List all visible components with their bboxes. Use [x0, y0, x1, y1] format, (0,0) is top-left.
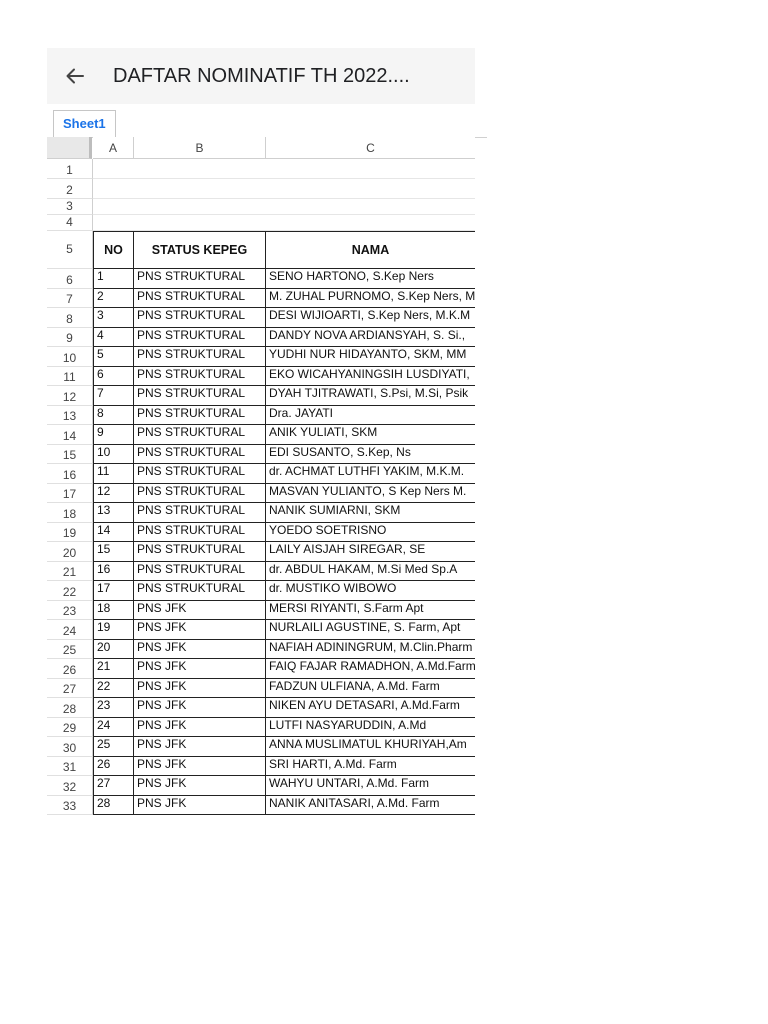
cell-status[interactable]: PNS STRUKTURAL [134, 289, 266, 309]
row-header[interactable]: 24 [47, 620, 93, 640]
row-header[interactable]: 1 [47, 159, 93, 179]
header-divider [475, 48, 487, 104]
spreadsheet-grid[interactable] [47, 137, 476, 813]
cell-no[interactable]: 8 [93, 406, 134, 426]
empty-row [93, 179, 475, 199]
cell-no[interactable]: 15 [93, 542, 134, 562]
empty-row [93, 215, 475, 231]
cell-status[interactable]: PNS JFK [134, 679, 266, 699]
row-header[interactable]: 30 [47, 737, 93, 757]
cell-nama[interactable]: DANDY NOVA ARDIANSYAH, S. Si., [266, 328, 475, 348]
cell-nama[interactable]: LUTFI NASYARUDDIN, A.Md [266, 718, 475, 738]
cell-nama[interactable]: dr. ACHMAT LUTHFI YAKIM, M.K.M. [266, 464, 475, 484]
column-header-c[interactable]: C [266, 137, 475, 159]
cell-status[interactable]: PNS STRUKTURAL [134, 464, 266, 484]
row-header[interactable]: 3 [47, 199, 93, 215]
empty-row [93, 159, 475, 179]
cell-nama[interactable]: ANIK YULIATI, SKM [266, 425, 475, 445]
cell-nama[interactable]: NIKEN AYU DETASARI, A.Md.Farm [266, 698, 475, 718]
row-header[interactable]: 4 [47, 215, 93, 231]
cell-nama[interactable]: WAHYU UNTARI, A.Md. Farm [266, 776, 475, 796]
cell-no[interactable]: 2 [93, 289, 134, 309]
cell-status[interactable]: PNS JFK [134, 776, 266, 796]
cell-no[interactable]: 5 [93, 347, 134, 367]
row-header[interactable]: 28 [47, 698, 93, 718]
cell-nama[interactable]: ANNA MUSLIMATUL KHURIYAH,Am [266, 737, 475, 757]
column-header-b[interactable]: B [134, 137, 266, 159]
cell-nama[interactable]: YUDHI NUR HIDAYANTO, SKM, MM [266, 347, 475, 367]
empty-row [93, 199, 475, 215]
row-header[interactable]: 8 [47, 308, 93, 328]
row-header[interactable]: 11 [47, 367, 93, 387]
cell-status[interactable]: PNS STRUKTURAL [134, 386, 266, 406]
row-header[interactable]: 5 [47, 231, 93, 269]
cell-status[interactable]: PNS STRUKTURAL [134, 425, 266, 445]
app-header [47, 48, 475, 104]
cell-nama[interactable]: NURLAILI AGUSTINE, S. Farm, Apt [266, 620, 475, 640]
cell-no[interactable]: 4 [93, 328, 134, 348]
cell-status[interactable]: PNS STRUKTURAL [134, 367, 266, 387]
row-header[interactable]: 16 [47, 464, 93, 484]
row-header[interactable]: 26 [47, 659, 93, 679]
row-header[interactable]: 19 [47, 523, 93, 543]
cell-status[interactable]: PNS JFK [134, 620, 266, 640]
cell-status[interactable]: PNS STRUKTURAL [134, 328, 266, 348]
row-header[interactable]: 31 [47, 757, 93, 777]
row-header[interactable]: 22 [47, 581, 93, 601]
cell-status[interactable]: PNS STRUKTURAL [134, 542, 266, 562]
row-header[interactable]: 6 [47, 269, 93, 289]
cell-status[interactable]: PNS STRUKTURAL [134, 581, 266, 601]
cell-nama[interactable]: MERSI RIYANTI, S.Farm Apt [266, 601, 475, 621]
column-header-a[interactable]: A [93, 137, 134, 159]
cell-nama[interactable]: EKO WICAHYANINGSIH LUSDIYATI, [266, 367, 475, 387]
row-header[interactable]: 12 [47, 386, 93, 406]
row-header[interactable]: 2 [47, 179, 93, 199]
cell-nama[interactable]: dr. ABDUL HAKAM, M.Si Med Sp.A [266, 562, 475, 582]
cell-no[interactable]: 1 [93, 269, 134, 289]
cell-no[interactable]: 13 [93, 503, 134, 523]
cell-status[interactable]: PNS JFK [134, 659, 266, 679]
row-header[interactable]: 18 [47, 503, 93, 523]
cell-nama[interactable]: M. ZUHAL PURNOMO, S.Kep Ners, M [266, 289, 475, 309]
cell-status[interactable]: PNS STRUKTURAL [134, 503, 266, 523]
row-header[interactable]: 14 [47, 425, 93, 445]
cell-status[interactable]: PNS STRUKTURAL [134, 484, 266, 504]
cell-no[interactable]: 23 [93, 698, 134, 718]
cell-status[interactable]: PNS STRUKTURAL [134, 562, 266, 582]
cell-status[interactable]: PNS JFK [134, 698, 266, 718]
cell-nama[interactable]: LAILY AISJAH SIREGAR, SE [266, 542, 475, 562]
cell-nama[interactable]: NANIK ANITASARI, A.Md. Farm [266, 796, 475, 816]
cell-status[interactable]: PNS JFK [134, 757, 266, 777]
back-button[interactable] [61, 62, 89, 90]
cell-status[interactable]: PNS JFK [134, 718, 266, 738]
row-header[interactable]: 10 [47, 347, 93, 367]
row-header[interactable]: 9 [47, 328, 93, 348]
cell-no[interactable]: 28 [93, 796, 134, 816]
row-header[interactable]: 33 [47, 796, 93, 816]
header-cell-no[interactable]: NO [93, 231, 134, 269]
row-header[interactable]: 15 [47, 445, 93, 465]
document-title: DAFTAR NOMINATIF TH 2022.... [113, 65, 410, 87]
cell-nama[interactable]: NANIK SUMIARNI, SKM [266, 503, 475, 523]
cell-no[interactable]: 26 [93, 757, 134, 777]
cell-no[interactable]: 7 [93, 386, 134, 406]
row-header[interactable]: 7 [47, 289, 93, 309]
cell-nama[interactable]: DESI WIJIOARTI, S.Kep Ners, M.K.M [266, 308, 475, 328]
cell-status[interactable]: PNS JFK [134, 640, 266, 660]
cell-nama[interactable]: EDI SUSANTO, S.Kep, Ns [266, 445, 475, 465]
cell-no[interactable]: 18 [93, 601, 134, 621]
cell-nama[interactable]: NAFIAH ADININGRUM, M.Clin.Pharm [266, 640, 475, 660]
cell-no[interactable]: 3 [93, 308, 134, 328]
tab-sheet1[interactable]: Sheet1 [53, 110, 116, 137]
cell-status[interactable]: PNS STRUKTURAL [134, 308, 266, 328]
cell-no[interactable]: 19 [93, 620, 134, 640]
row-header[interactable]: 23 [47, 601, 93, 621]
cell-no[interactable]: 10 [93, 445, 134, 465]
cell-status[interactable]: PNS JFK [134, 737, 266, 757]
header-cell-status[interactable]: STATUS KEPEG [134, 231, 266, 269]
cell-no[interactable]: 9 [93, 425, 134, 445]
cell-no[interactable]: 16 [93, 562, 134, 582]
row-header[interactable]: 25 [47, 640, 93, 660]
sheet-tab-bar [47, 104, 487, 138]
cell-no[interactable]: 27 [93, 776, 134, 796]
cell-nama[interactable]: DYAH TJITRAWATI, S.Psi, M.Si, Psik [266, 386, 475, 406]
row-header[interactable]: 29 [47, 718, 93, 738]
row-header[interactable]: 17 [47, 484, 93, 504]
cell-nama[interactable]: SRI HARTI, A.Md. Farm [266, 757, 475, 777]
sheet-viewer [47, 48, 487, 813]
cell-status[interactable]: PNS JFK [134, 601, 266, 621]
cell-no[interactable]: 6 [93, 367, 134, 387]
cell-status[interactable]: PNS JFK [134, 796, 266, 816]
cell-nama[interactable]: dr. MUSTIKO WIBOWO [266, 581, 475, 601]
cell-no[interactable]: 22 [93, 679, 134, 699]
cell-status[interactable]: PNS STRUKTURAL [134, 269, 266, 289]
cell-status[interactable]: PNS STRUKTURAL [134, 347, 266, 367]
cell-no[interactable]: 14 [93, 523, 134, 543]
cell-nama[interactable]: YOEDO SOETRISNO [266, 523, 475, 543]
cell-nama[interactable]: Dra. JAYATI [266, 406, 475, 426]
select-all-corner[interactable] [47, 137, 92, 159]
cell-no[interactable]: 12 [93, 484, 134, 504]
cell-status[interactable]: PNS STRUKTURAL [134, 445, 266, 465]
cell-no[interactable]: 25 [93, 737, 134, 757]
header-cell-nama[interactable]: NAMA [266, 231, 475, 269]
cell-nama[interactable]: MASVAN YULIANTO, S Kep Ners M. [266, 484, 475, 504]
cell-nama[interactable]: SENO HARTONO, S.Kep Ners [266, 269, 475, 289]
row-header[interactable]: 20 [47, 542, 93, 562]
cell-no[interactable]: 24 [93, 718, 134, 738]
row-header[interactable]: 27 [47, 679, 93, 699]
row-header[interactable]: 21 [47, 562, 93, 582]
cell-status[interactable]: PNS STRUKTURAL [134, 523, 266, 543]
cell-no[interactable]: 21 [93, 659, 134, 679]
cell-nama[interactable]: FADZUN ULFIANA, A.Md. Farm [266, 679, 475, 699]
cell-nama[interactable]: FAIQ FAJAR RAMADHON, A.Md.Farm [266, 659, 475, 679]
row-header[interactable]: 32 [47, 776, 93, 796]
cell-status[interactable]: PNS STRUKTURAL [134, 406, 266, 426]
cell-no[interactable]: 17 [93, 581, 134, 601]
cell-no[interactable]: 11 [93, 464, 134, 484]
row-header[interactable]: 13 [47, 406, 93, 426]
cell-no[interactable]: 20 [93, 640, 134, 660]
arrow-left-icon [61, 62, 89, 90]
